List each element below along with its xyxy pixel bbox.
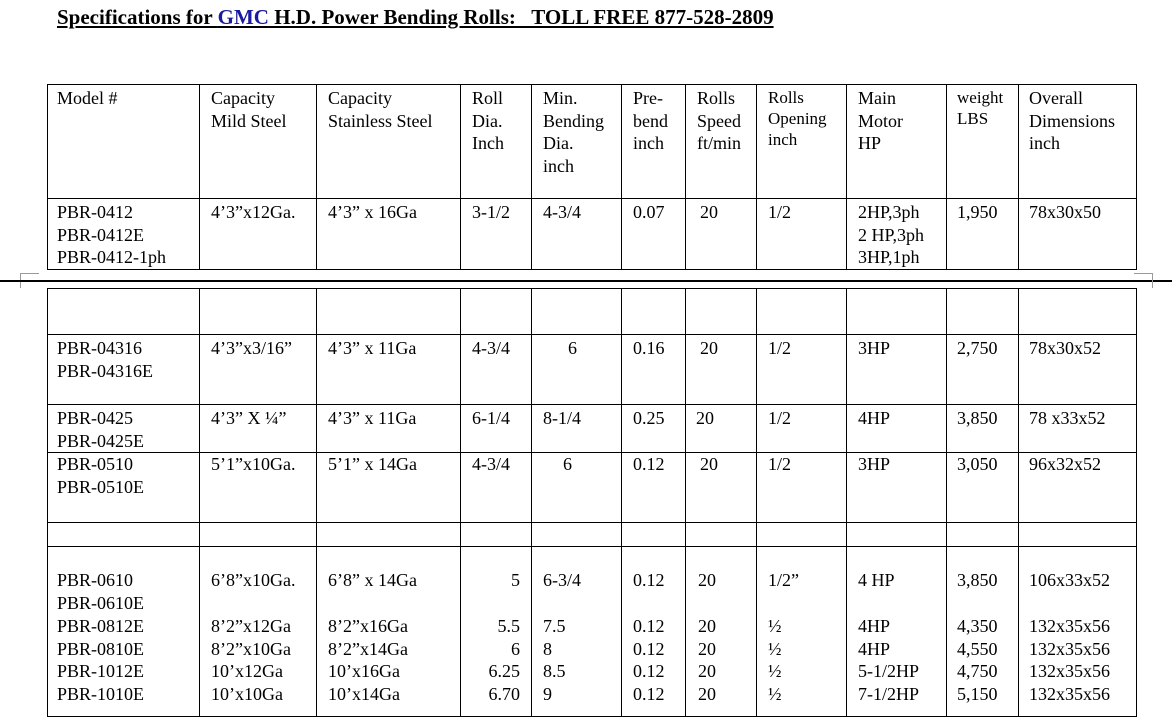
cell-capacity-mild: 4’3” X ¼” [200, 405, 317, 453]
header-rolls-opening: Rolls Opening inch [757, 85, 847, 199]
cell-main-motor: 3HP [847, 453, 947, 523]
brand-name: GMC [217, 5, 269, 29]
table-row-empty [48, 289, 1137, 335]
header-dimensions: Overall Dimensions inch [1019, 85, 1137, 199]
cell-roll-dia: 4-3/4 [461, 335, 532, 405]
cell-capacity-stainless: 4’3” x 11Ga [317, 335, 461, 405]
table-anchor-mark [1134, 273, 1153, 288]
cell-capacity-mild: 6’8”x10Ga. 8’2”x12Ga 8’2”x10Ga 10’x12Ga 10’x10Ga [200, 547, 317, 717]
cell-model: PBR-0610 PBR-0610E PBR-0812E PBR-0810E PBR-1012E PBR-1010E [48, 547, 200, 717]
cell-dimensions: 78x30x50 [1019, 199, 1137, 270]
header-capacity-stainless: Capacity Stainless Steel [317, 85, 461, 199]
cell-model: PBR-0510 PBR-0510E [48, 453, 200, 523]
cell-model: PBR-04316 PBR-04316E [48, 335, 200, 405]
spec-table-upper [47, 84, 1137, 270]
cell-dimensions: 78x30x52 [1019, 335, 1137, 405]
table-row [48, 335, 1137, 405]
cell-dimensions: 78 x33x52 [1019, 405, 1137, 453]
cell-rolls-speed: 20 20 20 20 20 [686, 547, 757, 717]
cell-rolls-opening: 1/2 [757, 335, 847, 405]
header-min-bending-dia: Min. Bending Dia. inch [532, 85, 622, 199]
cell-weight: 3,850 [947, 405, 1019, 453]
cell-roll-dia: 6-1/4 [461, 405, 532, 453]
cell-roll-dia: 4-3/4 [461, 453, 532, 523]
page-title [57, 4, 774, 30]
cell-rolls-opening: 1/2” ½ ½ ½ ½ [757, 547, 847, 717]
cell-rolls-speed: 20 [686, 335, 757, 405]
spec-table-lower [47, 288, 1137, 717]
header-weight: weight LBS [947, 85, 1019, 199]
cell-main-motor: 4 HP 4HP 4HP 5-1/2HP 7-1/2HP [847, 547, 947, 717]
cell-weight: 2,750 [947, 335, 1019, 405]
header-model: Model # [48, 85, 200, 199]
table-row-empty [48, 523, 1137, 547]
header-prebend: Pre- bend inch [622, 85, 686, 199]
cell-roll-dia: 3-1/2 [461, 199, 532, 270]
header-rolls-speed: Rolls Speed ft/min [686, 85, 757, 199]
table-row [48, 453, 1137, 523]
cell-min-bending-dia: 6 [532, 335, 622, 405]
cell-prebend: 0.16 [622, 335, 686, 405]
cell-prebend: 0.25 [622, 405, 686, 453]
cell-weight: 1,950 [947, 199, 1019, 270]
title-prefix: Specifications for [57, 5, 218, 29]
page-break-line [0, 280, 1172, 282]
cell-capacity-mild: 5’1”x10Ga. [200, 453, 317, 523]
table-row [48, 405, 1137, 453]
header-roll-dia: Roll Dia. Inch [461, 85, 532, 199]
cell-min-bending-dia: 8-1/4 [532, 405, 622, 453]
cell-capacity-stainless: 4’3” x 11Ga [317, 405, 461, 453]
cell-prebend: 0.12 0.12 0.12 0.12 0.12 [622, 547, 686, 717]
cell-model: PBR-0425 PBR-0425E [48, 405, 200, 453]
cell-capacity-stainless: 6’8” x 14Ga 8’2”x16Ga 8’2”x14Ga 10’x16Ga 10’x14Ga [317, 547, 461, 717]
cell-rolls-opening: 1/2 [757, 405, 847, 453]
cell-min-bending-dia: 4-3/4 [532, 199, 622, 270]
cell-capacity-stainless: 5’1” x 14Ga [317, 453, 461, 523]
cell-model: PBR-0412 PBR-0412E PBR-0412-1ph [48, 199, 200, 270]
cell-capacity-mild: 4’3”x12Ga. [200, 199, 317, 270]
cell-main-motor: 4HP [847, 405, 947, 453]
header-capacity-mild: Capacity Mild Steel [200, 85, 317, 199]
cell-rolls-opening: 1/2 [757, 199, 847, 270]
cell-main-motor: 2HP,3ph 2 HP,3ph 3HP,1ph [847, 199, 947, 270]
cell-capacity-mild: 4’3”x3/16” [200, 335, 317, 405]
cell-weight: 3,050 [947, 453, 1019, 523]
table-row [48, 199, 1137, 270]
cell-weight: 3,850 4,350 4,550 4,750 5,150 [947, 547, 1019, 717]
title-suffix: H.D. Power Bending Rolls: TOLL FREE 877-528-2809 [268, 5, 774, 29]
header-row [48, 85, 1137, 199]
cell-main-motor: 3HP [847, 335, 947, 405]
header-main-motor: Main Motor HP [847, 85, 947, 199]
cell-min-bending-dia: 6-3/4 7.5 8 8.5 9 [532, 547, 622, 717]
cell-rolls-speed: 20 [686, 199, 757, 270]
cell-dimensions: 106x33x52 132x35x56 132x35x56 132x35x56 132x35x56 [1019, 547, 1137, 717]
table-row [48, 547, 1137, 717]
cell-min-bending-dia: 6 [532, 453, 622, 523]
cell-prebend: 0.07 [622, 199, 686, 270]
cell-rolls-opening: 1/2 [757, 453, 847, 523]
cell-prebend: 0.12 [622, 453, 686, 523]
cell-dimensions: 96x32x52 [1019, 453, 1137, 523]
cell-capacity-stainless: 4’3” x 16Ga [317, 199, 461, 270]
cell-roll-dia: 5 5.5 6 6.25 6.70 [461, 547, 532, 717]
cell-rolls-speed: 20 [686, 453, 757, 523]
cell-rolls-speed: 20 [686, 405, 757, 453]
